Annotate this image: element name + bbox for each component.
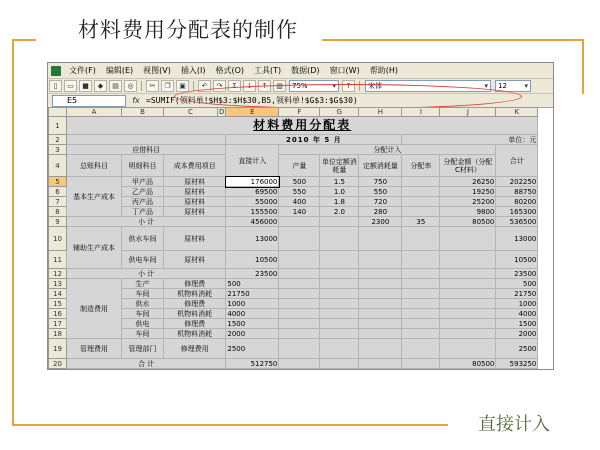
cell[interactable] xyxy=(320,359,359,369)
cell[interactable] xyxy=(440,339,496,359)
formula-bar xyxy=(48,94,553,108)
cell[interactable] xyxy=(279,269,320,279)
name-box[interactable]: E5 xyxy=(52,95,126,107)
cell[interactable] xyxy=(402,227,440,251)
unit-cell[interactable]: 单位：元 xyxy=(402,135,538,145)
top-accent-bar xyxy=(12,39,36,41)
total-direct[interactable]: 512750 xyxy=(226,359,279,369)
cell[interactable] xyxy=(279,359,320,369)
cell-item[interactable]: 原材料 xyxy=(164,187,226,197)
cell[interactable] xyxy=(440,329,496,339)
cell[interactable] xyxy=(279,329,320,339)
toolbar-separator xyxy=(193,81,194,91)
group-basic[interactable]: 基本生产成本 xyxy=(67,177,122,217)
cell-item[interactable]: 修理费 xyxy=(164,279,226,289)
cell[interactable] xyxy=(402,251,440,269)
cell-item[interactable]: 机物料消耗 xyxy=(164,289,226,299)
right-accent-bar xyxy=(582,39,584,94)
open-icon[interactable]: ▭ xyxy=(64,80,77,92)
font-value: 宋体 xyxy=(368,82,382,90)
cell-item[interactable]: 原材料 xyxy=(164,207,226,217)
subtotal-rate[interactable]: 35 xyxy=(402,217,440,227)
excel-doc-icon xyxy=(51,66,61,76)
cell-total[interactable]: 21750 xyxy=(496,289,538,299)
cut-icon[interactable]: ✂ xyxy=(146,80,159,92)
cell[interactable] xyxy=(402,187,440,197)
toolbar-separator xyxy=(141,81,142,91)
cell-item[interactable]: 修理费 xyxy=(164,319,226,329)
top-accent-bar xyxy=(322,39,584,41)
cell[interactable] xyxy=(359,279,402,289)
total-label[interactable]: 合 计 xyxy=(67,359,226,369)
cell[interactable] xyxy=(279,339,320,359)
cell[interactable] xyxy=(279,299,320,309)
cell-direct[interactable]: 1000 xyxy=(226,299,279,309)
menu-bar xyxy=(48,63,553,79)
cell-direct[interactable]: 2500 xyxy=(226,339,279,359)
cell[interactable] xyxy=(279,251,320,269)
menu-help[interactable]: 帮助(H) xyxy=(369,66,398,75)
hdr-total[interactable]: 合计 xyxy=(496,145,538,177)
cell-amount[interactable]: 26250 xyxy=(440,177,496,187)
cell[interactable] xyxy=(320,289,359,299)
cell[interactable] xyxy=(402,319,440,329)
col-header[interactable]: G xyxy=(320,108,359,117)
cell[interactable] xyxy=(359,329,402,339)
col-header[interactable]: A xyxy=(67,108,122,117)
print-icon[interactable]: ▤ xyxy=(109,80,122,92)
zoom-select[interactable] xyxy=(289,80,339,92)
row-header[interactable]: 17 xyxy=(49,319,67,329)
cell-detail[interactable]: 生产 xyxy=(122,279,164,289)
cell[interactable] xyxy=(359,319,402,329)
cell-consume[interactable]: 280 xyxy=(359,207,402,217)
cell[interactable] xyxy=(440,299,496,309)
cell[interactable] xyxy=(440,279,496,289)
copy-icon[interactable]: ❐ xyxy=(161,80,174,92)
save-icon[interactable]: ■ xyxy=(79,80,92,92)
spreadsheet-grid xyxy=(48,107,538,369)
cell[interactable] xyxy=(279,227,320,251)
paste-icon[interactable]: ▣ xyxy=(176,80,189,92)
cell-output[interactable]: 500 xyxy=(279,177,320,187)
cell[interactable] xyxy=(440,319,496,329)
col-header[interactable]: K xyxy=(496,108,538,117)
footer-note: 直接计入 xyxy=(478,414,550,435)
cell[interactable] xyxy=(359,299,402,309)
hdr-cost-item[interactable]: 成本费用项目 xyxy=(164,155,226,177)
cell[interactable] xyxy=(402,207,440,217)
cell-consume[interactable]: 750 xyxy=(359,177,402,187)
hdr-alloc[interactable]: 分配计入 xyxy=(279,145,496,155)
cell-item[interactable]: 机物料消耗 xyxy=(164,309,226,319)
hdr-alloc-rate[interactable]: 分配率 xyxy=(402,155,440,177)
cell-item[interactable]: 原材料 xyxy=(164,227,226,251)
cell-total[interactable]: 80200 xyxy=(496,197,538,207)
cell-quota[interactable]: 2.0 xyxy=(320,207,359,217)
cell-item[interactable]: 原材料 xyxy=(164,177,226,187)
font-select[interactable] xyxy=(365,80,491,92)
redo-icon[interactable]: ↷ xyxy=(213,80,226,92)
row-header[interactable]: 15 xyxy=(49,299,67,309)
cell-detail[interactable]: 车间 xyxy=(122,289,164,299)
cell[interactable] xyxy=(279,319,320,329)
col-header[interactable]: B xyxy=(122,108,164,117)
help-icon[interactable]: ? xyxy=(342,80,355,92)
cell[interactable] xyxy=(320,217,359,227)
menu-view[interactable]: 视图(V) xyxy=(143,66,171,75)
cell-direct[interactable]: 21750 xyxy=(226,289,279,299)
sort-desc-icon[interactable]: ↑ xyxy=(258,80,271,92)
cell[interactable] xyxy=(440,227,496,251)
sort-asc-icon[interactable]: ↓ xyxy=(243,80,256,92)
subtotal-direct[interactable]: 456000 xyxy=(226,217,279,227)
col-header-selected[interactable]: E xyxy=(226,108,279,117)
cell-detail[interactable]: 车间 xyxy=(122,309,164,319)
cell[interactable] xyxy=(359,289,402,299)
selected-cell-e5[interactable]: 176000 xyxy=(226,177,279,187)
row-header[interactable]: 16 xyxy=(49,309,67,319)
row-header[interactable]: 7 xyxy=(49,197,67,207)
group-aux[interactable]: 辅助生产成本 xyxy=(67,227,122,269)
menu-data[interactable]: 数据(D) xyxy=(291,66,320,75)
cell[interactable] xyxy=(279,309,320,319)
row-header[interactable]: 14 xyxy=(49,289,67,299)
menu-edit[interactable]: 编辑(E) xyxy=(105,66,134,75)
group-mfg[interactable]: 制造费用 xyxy=(67,279,122,339)
cell-detail[interactable]: 供电车间 xyxy=(122,251,164,269)
subtotal-label[interactable]: 小 计 xyxy=(67,217,226,227)
cell-amount[interactable]: 19250 xyxy=(440,187,496,197)
cell[interactable] xyxy=(359,309,402,319)
total-total[interactable]: 593250 xyxy=(496,359,538,369)
cell-total[interactable]: 2500 xyxy=(496,339,538,359)
cell[interactable] xyxy=(440,309,496,319)
total-amount[interactable]: 80500 xyxy=(440,359,496,369)
formula-input[interactable]: =SUMIF(领料单!$H$3:$H$30,B5,领料单!$G$3:$G$30) xyxy=(146,96,358,105)
cell-amount[interactable]: 25200 xyxy=(440,197,496,207)
chart-wizard-icon[interactable]: ▥ xyxy=(273,80,286,92)
cell[interactable] xyxy=(320,329,359,339)
date-cell[interactable] xyxy=(226,135,402,145)
row-header-selected[interactable]: 5 xyxy=(49,177,67,187)
subtotal-amount[interactable]: 80500 xyxy=(440,217,496,227)
cell-detail[interactable]: 乙产品 xyxy=(122,187,164,197)
col-header[interactable]: C xyxy=(164,108,218,117)
hdr-detail-account[interactable]: 明细科目 xyxy=(122,155,164,177)
cell-detail[interactable]: 车间 xyxy=(122,329,164,339)
row-header[interactable]: 8 xyxy=(49,207,67,217)
hdr-quota-consume[interactable]: 定额消耗量 xyxy=(359,155,402,177)
hdr-unit-quota[interactable]: 单位定额消耗量 xyxy=(320,155,359,177)
cell-direct[interactable]: 55000 xyxy=(226,197,279,207)
cell-consume[interactable]: 720 xyxy=(359,197,402,207)
group-mgmt[interactable]: 管理费用 xyxy=(67,339,122,359)
cell-amount[interactable]: 9800 xyxy=(440,207,496,217)
cell-detail[interactable]: 供电 xyxy=(122,319,164,329)
subtotal-total[interactable]: 536500 xyxy=(496,217,538,227)
cell[interactable] xyxy=(402,329,440,339)
cell[interactable] xyxy=(402,197,440,207)
cell-consume[interactable]: 550 xyxy=(359,187,402,197)
autosum-icon[interactable]: Σ xyxy=(228,80,241,92)
cell-total[interactable]: 88750 xyxy=(496,187,538,197)
hdr-output[interactable]: 产量 xyxy=(279,155,320,177)
cell-total[interactable]: 500 xyxy=(496,279,538,289)
sheet-title-text: 材料费用分配表 xyxy=(253,117,352,132)
menu-file[interactable]: 文件(F) xyxy=(69,66,96,75)
cell-detail[interactable]: 供水车间 xyxy=(122,227,164,251)
cell-item[interactable]: 修理费用 xyxy=(164,339,226,359)
col-header[interactable]: D xyxy=(219,108,225,116)
cell-direct[interactable]: 13000 xyxy=(226,227,279,251)
toolbar-separator xyxy=(359,81,360,91)
cell[interactable] xyxy=(359,227,402,251)
cell[interactable] xyxy=(320,299,359,309)
menu-format[interactable]: 格式(O) xyxy=(215,66,245,75)
subtotal-label[interactable]: 小 计 xyxy=(67,269,226,279)
date-text: 2010 年 5 月 xyxy=(286,135,342,144)
fx-icon[interactable]: fx xyxy=(132,96,140,105)
cell-direct[interactable]: 1500 xyxy=(226,319,279,329)
cell[interactable] xyxy=(402,299,440,309)
cell[interactable] xyxy=(402,339,440,359)
hdr-alloc-amount[interactable]: 分配金额（分配C材料） xyxy=(440,155,496,177)
cell[interactable] xyxy=(402,309,440,319)
cell[interactable] xyxy=(320,319,359,329)
col-header[interactable]: F xyxy=(279,108,320,117)
row-header[interactable]: 11 xyxy=(49,251,67,269)
cell-detail[interactable]: 供水 xyxy=(122,299,164,309)
cell[interactable] xyxy=(320,269,359,279)
menu-insert[interactable]: 插入(I) xyxy=(180,66,206,75)
cell[interactable] xyxy=(402,359,440,369)
cell-item[interactable]: 修理费 xyxy=(164,299,226,309)
cell-output[interactable]: 400 xyxy=(279,197,320,207)
subtotal-total[interactable]: 23500 xyxy=(496,269,538,279)
cell-detail[interactable]: 甲产品 xyxy=(122,177,164,187)
cell-direct[interactable]: 500 xyxy=(226,279,279,289)
cell[interactable] xyxy=(402,289,440,299)
cell-detail[interactable]: 丙产品 xyxy=(122,197,164,207)
cell-total[interactable]: 2000 xyxy=(496,329,538,339)
cell[interactable] xyxy=(359,269,402,279)
menu-window[interactable]: 窗口(W) xyxy=(329,66,360,75)
cell-output[interactable]: 140 xyxy=(279,207,320,217)
cell-total[interactable]: 10500 xyxy=(496,251,538,269)
subtotal-direct[interactable]: 23500 xyxy=(226,269,279,279)
cell-total[interactable]: 13000 xyxy=(496,227,538,251)
cell-quota[interactable]: 1.5 xyxy=(320,177,359,187)
row-header[interactable]: 18 xyxy=(49,329,67,339)
font-size-select[interactable] xyxy=(495,80,531,92)
cell-total[interactable]: 202250 xyxy=(496,177,538,187)
chevron-down-icon: ▾ xyxy=(524,82,528,90)
row-header[interactable]: 19 xyxy=(49,339,67,359)
row-header[interactable]: 6 xyxy=(49,187,67,197)
col-header[interactable]: H xyxy=(359,108,402,117)
font-size-value: 12 xyxy=(498,82,507,90)
cell[interactable] xyxy=(402,279,440,289)
cell-total[interactable]: 1500 xyxy=(496,319,538,329)
cell-direct[interactable]: 69500 xyxy=(226,187,279,197)
cell-quota[interactable]: 1.8 xyxy=(320,197,359,207)
subtotal-consume[interactable]: 2300 xyxy=(359,217,402,227)
cell[interactable] xyxy=(279,279,320,289)
hdr-total-account[interactable]: 总账科目 xyxy=(67,155,122,177)
row-header[interactable]: 2 xyxy=(49,135,67,145)
row-header[interactable]: 13 xyxy=(49,279,67,289)
cell[interactable] xyxy=(359,359,402,369)
permission-icon[interactable]: ◆ xyxy=(94,80,107,92)
preview-icon[interactable]: ◎ xyxy=(124,80,137,92)
sheet-title xyxy=(67,117,538,135)
cell-item[interactable]: 机物料消耗 xyxy=(164,329,226,339)
cell[interactable] xyxy=(279,217,320,227)
undo-icon[interactable]: ↶ xyxy=(198,80,211,92)
row-header[interactable]: 9 xyxy=(49,217,67,227)
cell[interactable] xyxy=(320,279,359,289)
cell-item[interactable]: 原材料 xyxy=(164,251,226,269)
cell[interactable] xyxy=(440,289,496,299)
row-header[interactable]: 20 xyxy=(49,359,67,369)
cell-direct[interactable]: 2000 xyxy=(226,329,279,339)
cell-total[interactable]: 165300 xyxy=(496,207,538,217)
cell[interactable] xyxy=(402,177,440,187)
row-header[interactable]: 4 xyxy=(49,155,67,177)
cell-direct[interactable]: 155500 xyxy=(226,207,279,217)
corner-cell[interactable] xyxy=(49,108,67,117)
cell-detail[interactable]: 管理部门 xyxy=(122,339,164,359)
zoom-value: 75% xyxy=(292,82,308,90)
cell[interactable] xyxy=(359,339,402,359)
cell[interactable] xyxy=(320,309,359,319)
cell-direct[interactable]: 10500 xyxy=(226,251,279,269)
new-icon[interactable]: ▯ xyxy=(49,80,62,92)
cell-direct[interactable]: 4000 xyxy=(226,309,279,319)
slide-title: 材料费用分配表的制作 xyxy=(78,18,298,42)
hdr-direct[interactable]: 直接计入 xyxy=(226,145,279,177)
cell[interactable] xyxy=(402,269,440,279)
chevron-down-icon: ▾ xyxy=(332,82,336,90)
cell-output[interactable]: 550 xyxy=(279,187,320,197)
menu-tools[interactable]: 工具(T) xyxy=(254,66,282,75)
col-header[interactable]: I xyxy=(402,108,440,117)
cell[interactable] xyxy=(440,251,496,269)
cell[interactable] xyxy=(67,135,226,145)
cell-total[interactable]: 1000 xyxy=(496,299,538,309)
cell[interactable] xyxy=(320,339,359,359)
cell-total[interactable]: 4000 xyxy=(496,309,538,319)
cell-quota[interactable]: 1.0 xyxy=(320,187,359,197)
cell[interactable] xyxy=(359,251,402,269)
bottom-accent-bar xyxy=(12,424,448,426)
chevron-down-icon: ▾ xyxy=(484,82,488,90)
cell-item[interactable]: 原材料 xyxy=(164,197,226,207)
col-header[interactable]: J xyxy=(440,108,496,117)
hdr-should-debit[interactable]: 应借科目 xyxy=(67,145,226,155)
excel-screenshot xyxy=(47,62,554,370)
cell[interactable] xyxy=(320,227,359,251)
cell[interactable] xyxy=(440,269,496,279)
cell[interactable] xyxy=(320,251,359,269)
sheet-table xyxy=(48,107,538,369)
row-header[interactable]: 12 xyxy=(49,269,67,279)
row-header[interactable]: 10 xyxy=(49,227,67,251)
left-accent-bar xyxy=(12,39,14,425)
cell[interactable] xyxy=(279,289,320,299)
row-header[interactable]: 1 xyxy=(49,117,67,135)
cell-detail[interactable]: 丁产品 xyxy=(122,207,164,217)
row-header[interactable]: 3 xyxy=(49,145,67,155)
standard-toolbar xyxy=(48,79,553,94)
